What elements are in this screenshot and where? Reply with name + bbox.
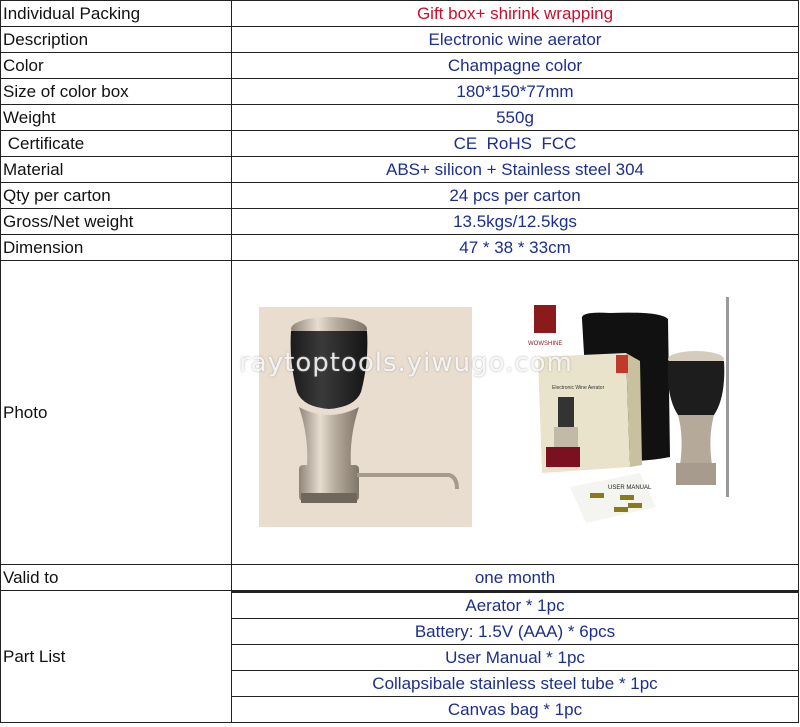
table-row: [1, 183, 799, 209]
row-value: Champagne color: [232, 53, 799, 79]
row-label: Size of color box: [1, 79, 232, 105]
table-row: [1, 53, 799, 79]
row-label: Weight: [1, 105, 232, 131]
row-value: 180*150*77mm: [232, 79, 799, 105]
table-row: [1, 209, 799, 235]
row-value: 24 pcs per carton: [232, 183, 799, 209]
row-value: Gift box+ shirink wrapping: [232, 1, 799, 27]
row-value: Electronic wine aerator: [232, 27, 799, 53]
table-row: [1, 27, 799, 53]
row-value: 550g: [232, 105, 799, 131]
valid-label: Valid to: [1, 565, 232, 591]
row-label: Color: [1, 53, 232, 79]
part-list-item: User Manual * 1pc: [232, 645, 798, 671]
row-label: Description: [1, 27, 232, 53]
box-title: Electronic Wine Aerator: [552, 385, 605, 391]
table-row: [1, 131, 799, 157]
table-row: [1, 79, 799, 105]
part-list-cell: [232, 591, 799, 723]
part-list-item: Collapsibale stainless steel tube * 1pc: [232, 671, 798, 697]
photo-cell: [232, 261, 799, 565]
row-label: Qty per carton: [1, 183, 232, 209]
row-label: Gross/Net weight: [1, 209, 232, 235]
brand-text: WOWSHINE: [528, 341, 563, 347]
table-row: [1, 105, 799, 131]
row-value: ABS+ silicon + Stainless steel 304: [232, 157, 799, 183]
row-label: Material: [1, 157, 232, 183]
row-value: 47 * 38 * 33cm: [232, 235, 799, 261]
row-value: CE RoHS FCC: [232, 131, 799, 157]
valid-value: one month: [232, 565, 799, 591]
row-value: 13.5kgs/12.5kgs: [232, 209, 799, 235]
table-row: [1, 157, 799, 183]
part-list-table: [232, 591, 798, 722]
part-list-item: Canvas bag * 1pc: [447, 699, 583, 719]
row-label: Individual Packing: [1, 1, 232, 27]
photo-label: Photo: [1, 261, 232, 565]
row-label: Dimension: [1, 235, 232, 261]
table-row: [1, 1, 799, 27]
part-list-label: Part List: [1, 591, 232, 723]
photo-row: [1, 261, 799, 565]
table-row: [1, 235, 799, 261]
product-photo-package: [520, 297, 742, 537]
package-image: [520, 297, 742, 537]
row-label: Certificate: [1, 131, 232, 157]
manual-label: USER MANUAL: [608, 485, 652, 491]
part-list-item: Aerator * 1pc: [232, 592, 798, 619]
watermark: raytoptools.yiwugo.com: [239, 348, 573, 378]
aerator-image: [259, 307, 472, 527]
part-list-row: [1, 591, 799, 723]
part-list-item: Battery: 1.5V (AAA) * 6pcs: [232, 619, 798, 645]
table-row: [1, 565, 799, 591]
product-photo-aerator: [259, 307, 472, 527]
